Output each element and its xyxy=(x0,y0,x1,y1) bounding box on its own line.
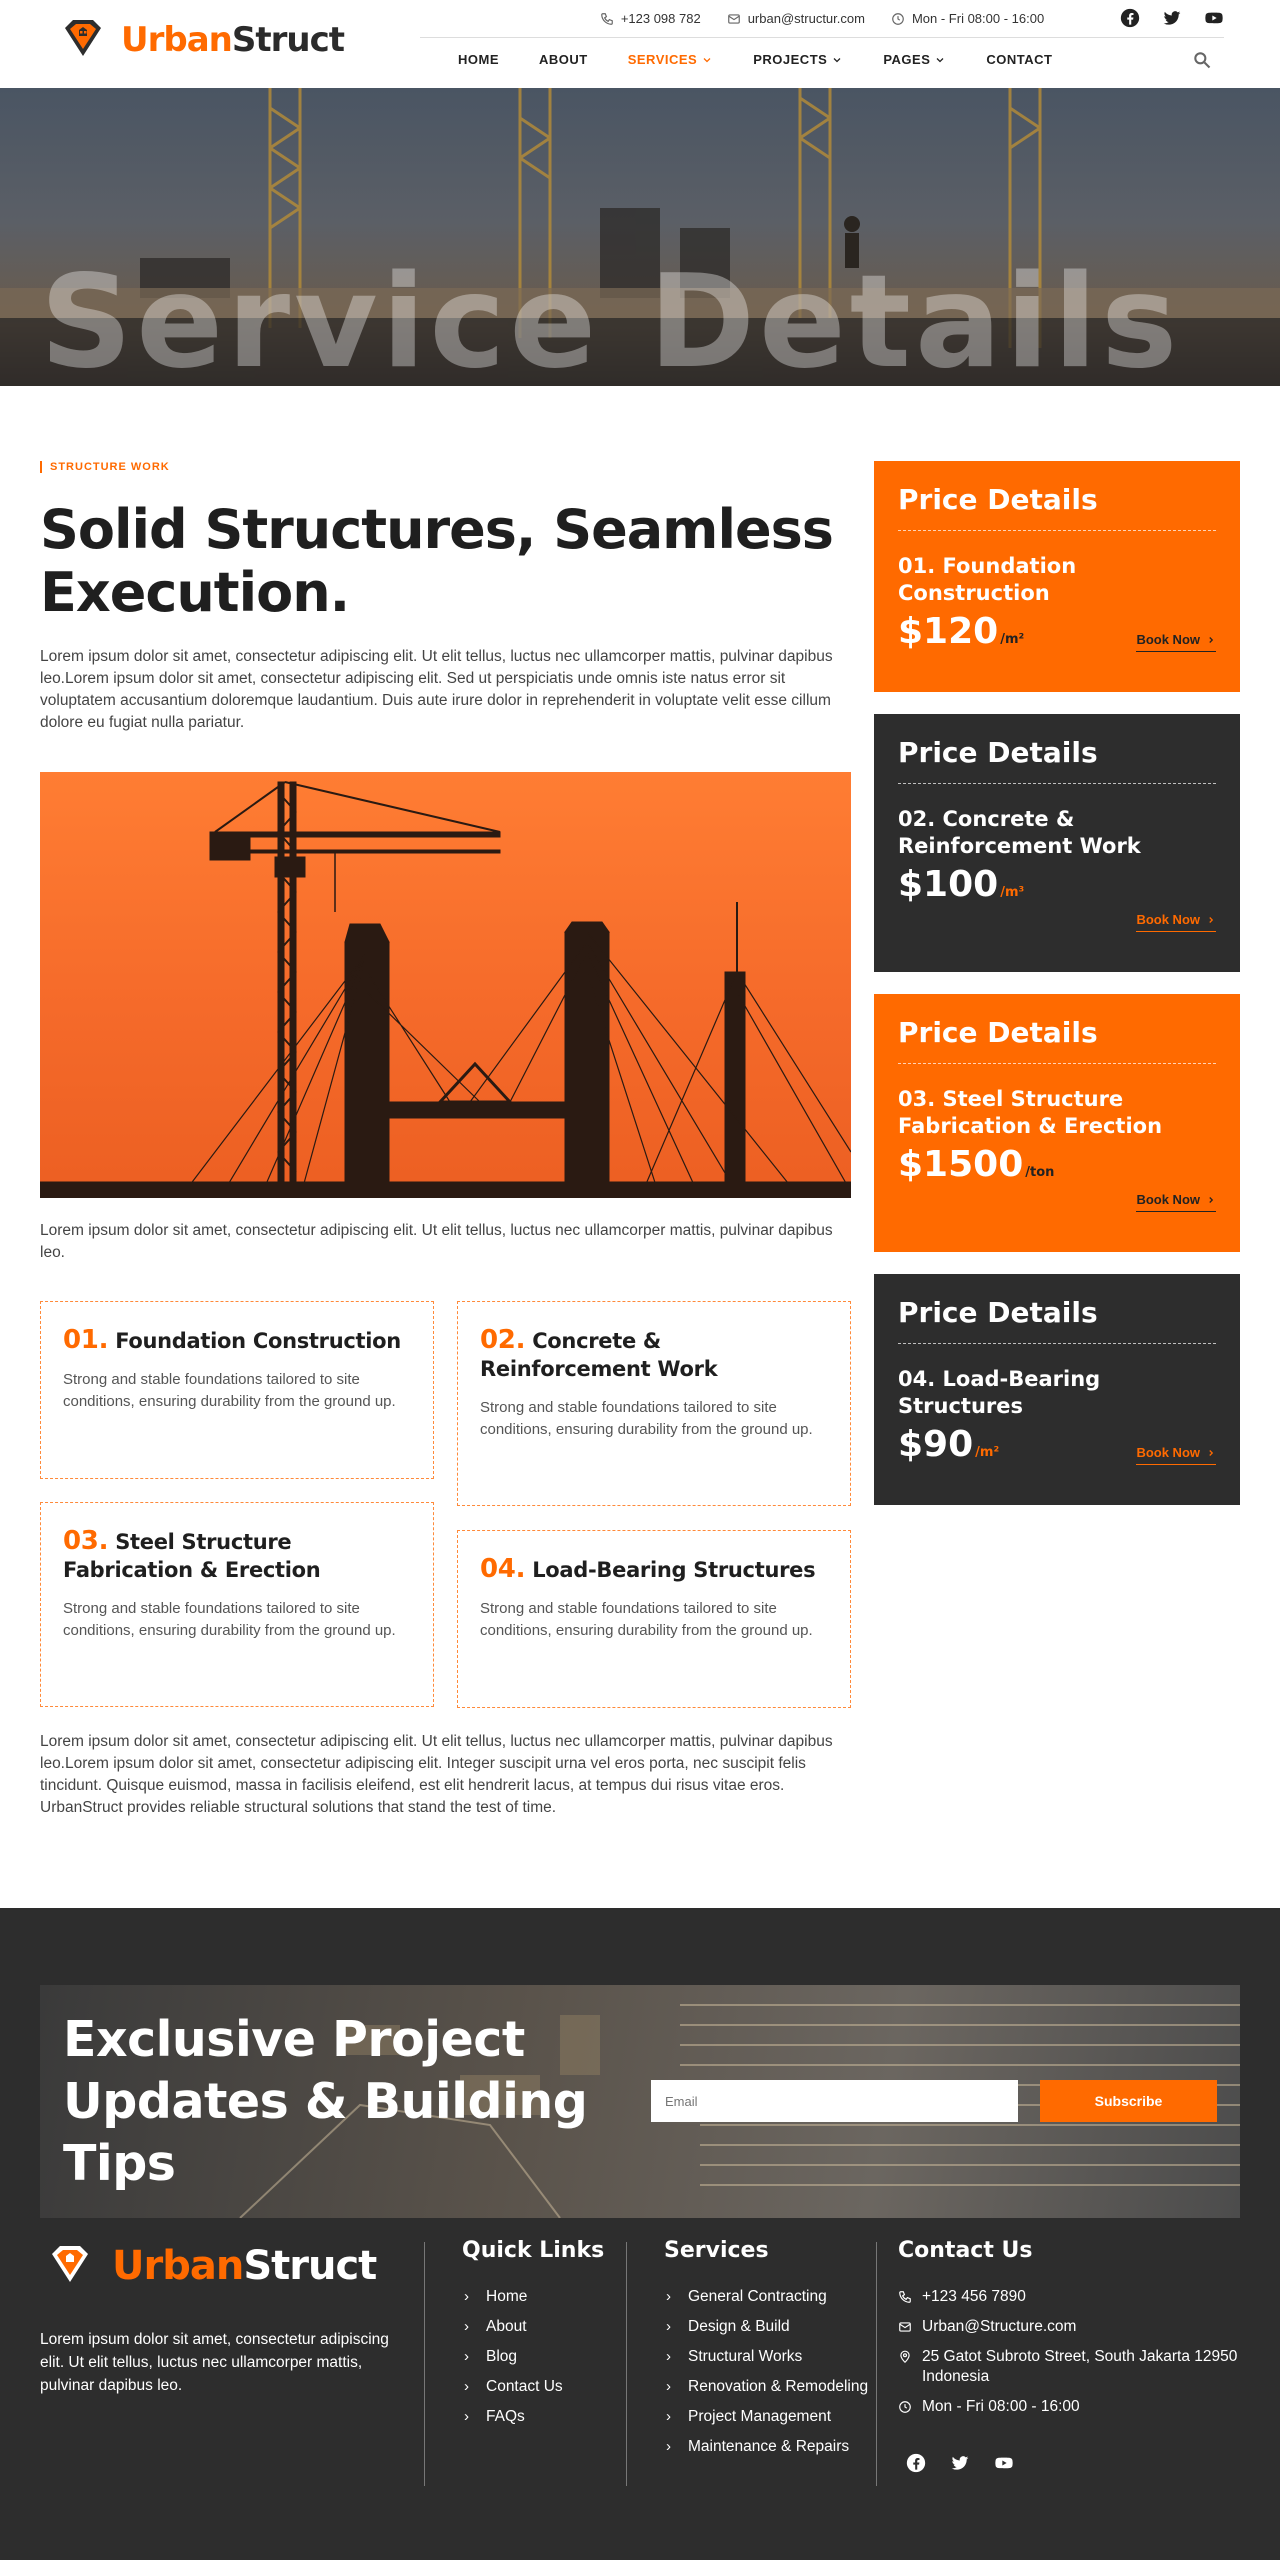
footer-contact-hours: Mon - Fri 08:00 - 16:00 xyxy=(898,2397,1243,2417)
footer-divider xyxy=(424,2242,425,2486)
quick-link-faqs[interactable]: › FAQs xyxy=(464,2408,525,2425)
chevron-down-icon xyxy=(701,54,713,66)
section-eyebrow: STRUCTURE WORK xyxy=(40,461,170,473)
chevron-right-icon: › xyxy=(666,2318,671,2335)
chevron-right-icon: › xyxy=(464,2288,469,2305)
footer-contact-phone[interactable]: +123 456 7890 xyxy=(898,2287,1243,2307)
map-pin-icon xyxy=(898,2350,912,2364)
nav-projects[interactable]: PROJECTS xyxy=(753,52,843,67)
chevron-right-icon: › xyxy=(464,2348,469,2365)
topbar-hours: Mon - Fri 08:00 - 16:00 xyxy=(891,11,1044,26)
footer-contact-address: 25 Gatot Subroto Street, South Jakarta 12950 Indonesia xyxy=(898,2347,1243,2387)
quick-link-about[interactable]: › About xyxy=(464,2318,527,2335)
phone-icon xyxy=(898,2290,912,2304)
service-card-2[interactable]: 02. Concrete & Reinforcement Work Strong and stable foundations tailored to site conditions, ensuring durability from the ground up. xyxy=(457,1301,851,1506)
book-now-button[interactable]: Book Now xyxy=(1136,1445,1216,1465)
book-now-button[interactable]: Book Now xyxy=(1136,632,1216,652)
hero-title: Service Details xyxy=(40,248,1182,386)
footer-divider xyxy=(626,2242,627,2486)
chevron-right-icon: › xyxy=(464,2318,469,2335)
youtube-icon[interactable] xyxy=(994,2453,1014,2473)
quick-link-contact[interactable]: › Contact Us xyxy=(464,2378,563,2395)
twitter-icon[interactable] xyxy=(950,2453,970,2473)
footer-service-link[interactable]: › General Contracting xyxy=(666,2288,827,2305)
chevron-right-icon: › xyxy=(666,2378,671,2395)
nav-about[interactable]: ABOUT xyxy=(539,52,588,67)
clock-icon xyxy=(898,2400,912,2414)
chevron-right-icon xyxy=(1206,915,1216,925)
facebook-icon[interactable] xyxy=(1120,8,1140,28)
header-social-links xyxy=(1120,8,1224,28)
crane-bridge-image xyxy=(40,772,851,1198)
chevron-right-icon xyxy=(1206,1195,1216,1205)
quick-links-list xyxy=(464,2287,563,2437)
quick-links-title: Quick Links xyxy=(462,2238,605,2263)
topbar-phone[interactable]: +123 098 782 xyxy=(600,11,701,26)
chevron-right-icon xyxy=(1206,1448,1216,1458)
subscribe-button[interactable]: Subscribe xyxy=(1040,2080,1217,2122)
footer-divider xyxy=(876,2242,877,2486)
footer-service-link[interactable]: › Project Management xyxy=(666,2408,832,2425)
services-title: Services xyxy=(664,2238,769,2263)
price-card-3: Price Details 03. Steel Structure Fabrication & Erection $1500 /ton Book Now xyxy=(874,994,1240,1252)
nav-contact[interactable]: CONTACT xyxy=(986,52,1053,67)
mail-icon xyxy=(898,2320,912,2334)
search-icon[interactable] xyxy=(1192,50,1212,70)
chevron-right-icon: › xyxy=(666,2288,671,2305)
book-now-button[interactable]: Book Now xyxy=(1136,1192,1216,1212)
main-nav xyxy=(458,52,1052,67)
intro-paragraph: Lorem ipsum dolor sit amet, consectetur adipiscing elit. Ut elit tellus, luctus nec ullamcorper mattis, pulvinar dapibus leo.Lorem ipsum dolor sit amet, consectetur adipiscing elit. Sed ut perspiciatis unde omnis iste natus error sit voluptatem accusantium doloremque laudantium. Duis aute irure dolor in reprehenderit in voluptate velit esse cillum dolore eu fugiat nulla pariatur. xyxy=(40,648,833,731)
mail-icon xyxy=(727,12,741,26)
quick-link-blog[interactable]: › Blog xyxy=(464,2348,518,2365)
nav-home[interactable]: HOME xyxy=(458,52,499,67)
footer-services-list xyxy=(666,2287,868,2467)
footer-service-link[interactable]: › Structural Works xyxy=(666,2348,803,2365)
service-card-4[interactable]: 04. Load-Bearing Structures Strong and stable foundations tailored to site conditions, ensuring durability from the ground up. xyxy=(457,1530,851,1708)
chevron-right-icon xyxy=(1206,635,1216,645)
newsletter-banner xyxy=(40,1985,1240,2218)
logo[interactable]: UrbanStruct xyxy=(55,12,344,68)
nav-services[interactable]: SERVICES xyxy=(628,52,714,67)
facebook-icon[interactable] xyxy=(906,2453,926,2473)
footer-logo[interactable]: UrbanStruct xyxy=(42,2238,376,2294)
chevron-right-icon: › xyxy=(464,2378,469,2395)
footer-service-link[interactable]: › Design & Build xyxy=(666,2318,790,2335)
newsletter-title: Exclusive Project Updates & Building Tips xyxy=(63,2011,588,2192)
top-bar xyxy=(420,0,1224,38)
chevron-right-icon: › xyxy=(666,2408,671,2425)
phone-icon xyxy=(600,12,614,26)
footer-service-link[interactable]: › Renovation & Remodeling xyxy=(666,2378,869,2395)
newsletter-email-input[interactable] xyxy=(651,2080,1018,2122)
chevron-right-icon: › xyxy=(464,2408,469,2425)
footer-about: Lorem ipsum dolor sit amet, consectetur adipiscing elit. Ut elit tellus, luctus nec ullamcorper mattis, pulvinar dapibus leo. xyxy=(40,2331,389,2394)
topbar-email[interactable]: urban@structur.com xyxy=(727,11,865,26)
chevron-right-icon: › xyxy=(666,2348,671,2365)
chevron-down-icon xyxy=(934,54,946,66)
logo-mark-icon xyxy=(42,2238,98,2294)
contact-title: Contact Us xyxy=(898,2238,1033,2263)
footer-contact-email[interactable]: Urban@Structure.com xyxy=(898,2317,1243,2337)
quick-link-home[interactable]: › Home xyxy=(464,2288,528,2305)
closing-paragraph: Lorem ipsum dolor sit amet, consectetur adipiscing elit. Ut elit tellus, luctus nec ullamcorper mattis, pulvinar dapibus leo.Lorem ipsum dolor sit amet, consectetur adipiscing elit. Integer suscipit urna vel eros porta, nec suscipit felis tincidunt. Quisque euismod, massa in facilisis eleifend, est elit hendrerit lacus, at tempus dui risus vitae eros. UrbanStruct provides reliable structural solutions that stand the test of time. xyxy=(40,1733,833,1816)
image-caption-paragraph: Lorem ipsum dolor sit amet, consectetur adipiscing elit. Ut elit tellus, luctus nec ullamcorper mattis, pulvinar dapibus leo. xyxy=(40,1222,833,1261)
chevron-down-icon xyxy=(831,54,843,66)
service-card-3[interactable]: 03. Steel Structure Fabrication & Erection Strong and stable foundations tailored to site conditions, ensuring durability from the ground up. xyxy=(40,1502,434,1707)
hero-banner xyxy=(0,88,1280,386)
footer-social-links xyxy=(906,2453,1014,2473)
nav-pages[interactable]: PAGES xyxy=(883,52,946,67)
twitter-icon[interactable] xyxy=(1162,8,1182,28)
footer-contact-list xyxy=(898,2287,1243,2427)
service-card-1[interactable]: 01. Foundation Construction Strong and stable foundations tailored to site conditions, ensuring durability from the ground up. xyxy=(40,1301,434,1479)
youtube-icon[interactable] xyxy=(1204,8,1224,28)
footer-service-link[interactable]: › Maintenance & Repairs xyxy=(666,2438,850,2455)
clock-icon xyxy=(891,12,905,26)
chevron-right-icon: › xyxy=(666,2438,671,2455)
price-card-2: Price Details 02. Concrete & Reinforcement Work $100 /m³ Book Now xyxy=(874,714,1240,972)
price-card-1: Price Details 01. Foundation Construction $120 /m² Book Now xyxy=(874,461,1240,692)
logo-mark-icon xyxy=(55,12,111,68)
page-title: Solid Structures, Seamless Execution. xyxy=(40,498,833,624)
book-now-button[interactable]: Book Now xyxy=(1136,912,1216,932)
site-header xyxy=(0,0,1280,88)
price-card-4: Price Details 04. Load-Bearing Structures $90 /m² Book Now xyxy=(874,1274,1240,1505)
